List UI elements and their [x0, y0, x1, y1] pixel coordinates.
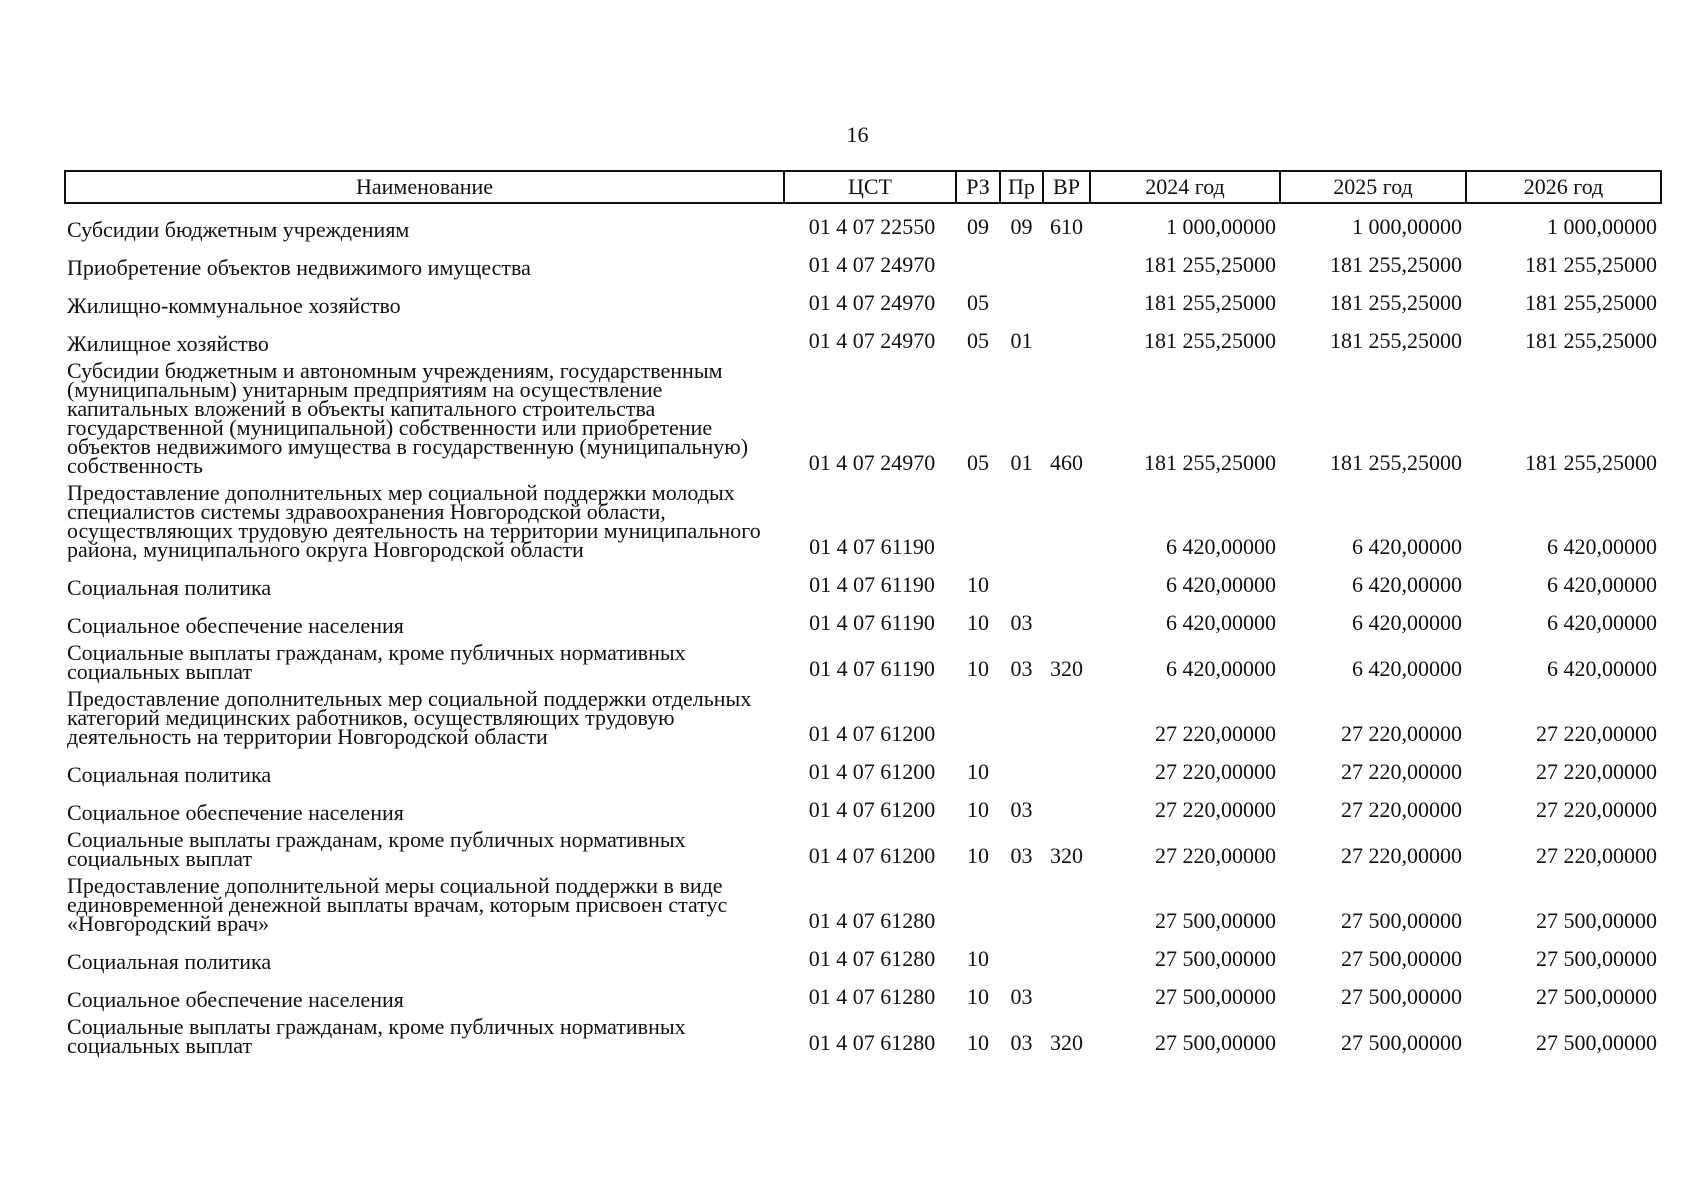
cell-pr: 09: [1010, 214, 1033, 239]
cell-2026: 27 500,00000: [1536, 984, 1657, 1009]
cell-pr: [1000, 280, 1043, 318]
table-row: [65, 600, 1661, 638]
cell-cst: 01 4 07 61190: [809, 656, 935, 681]
cell-rz: 05: [967, 328, 989, 353]
table-row: [65, 280, 1661, 318]
cell-2026: 6 420,00000: [1547, 610, 1657, 635]
cell-pr: [1000, 684, 1043, 749]
cell-name: Субсидии бюджетным и автономным учреждениям, государственным (муниципальным) унитарным предприятиям на осуществление капитальных вложений в объекты капитального строительства государственной (муниципальной) собственности или приобретение объектов недвижимого имущества в государственную (муниципальную) собственность: [67, 358, 749, 478]
column-header-vr: ВР: [1043, 171, 1090, 203]
cell-2025: 6 420,00000: [1352, 534, 1462, 559]
cell-cst: 01 4 07 61280: [808, 1030, 936, 1055]
cell-rz: 05: [967, 450, 989, 475]
cell-2026: 181 255,25000: [1525, 328, 1657, 353]
table-row: [65, 1012, 1661, 1058]
cell-pr: [1000, 242, 1043, 280]
cell-pr: 03: [1010, 797, 1033, 822]
cell-name: Приобретение объектов недвижимого имущества: [67, 255, 531, 280]
cell-rz: [956, 871, 1000, 936]
cell-2026: 6 420,00000: [1547, 572, 1657, 597]
cell-2025: 27 500,00000: [1341, 908, 1462, 933]
cell-vr: [1043, 562, 1090, 600]
column-header-2026: 2026 год: [1466, 171, 1661, 203]
cell-pr: [1000, 871, 1043, 936]
cell-vr: [1043, 749, 1090, 787]
cell-pr: [1000, 478, 1043, 562]
cell-name: Предоставление дополнительных мер социальной поддержки молодых специалистов системы здравоохранения Новгородской области, осуществляющих трудовую деятельность на территории муниципального района, муниципального округа Новгородской области: [67, 480, 761, 562]
budget-table: [64, 170, 1662, 1058]
cell-2026: 6 420,00000: [1547, 656, 1657, 681]
cell-vr: [1043, 242, 1090, 280]
table-row: [65, 825, 1661, 871]
cell-rz: 10: [967, 843, 989, 868]
cell-rz: 10: [967, 759, 989, 784]
cell-name: Жилищно-коммунальное хозяйство: [67, 293, 401, 318]
cell-pr: [1000, 562, 1043, 600]
cell-rz: 10: [967, 797, 989, 822]
cell-2024: 181 255,25000: [1144, 328, 1276, 353]
cell-name: Социальное обеспечение населения: [67, 987, 404, 1012]
table-row: [65, 871, 1661, 936]
cell-2024: 6 420,00000: [1166, 610, 1276, 635]
cell-name: Предоставление дополнительных мер социальной поддержки отдельных категорий медицинских работников, осуществляющих трудовую деятельность на территории Новгородской области: [67, 686, 752, 749]
cell-2025: 27 220,00000: [1341, 797, 1462, 822]
cell-name: Социальная политика: [67, 949, 272, 974]
cell-pr: 03: [1010, 656, 1033, 681]
cell-vr: [1043, 280, 1090, 318]
cell-vr: [1043, 478, 1090, 562]
cell-vr: [1043, 684, 1090, 749]
cell-rz: 05: [967, 290, 989, 315]
cell-2026: 27 220,00000: [1536, 797, 1657, 822]
cell-cst: 01 4 07 61190: [809, 572, 935, 597]
cell-2025: 1 000,00000: [1352, 214, 1462, 239]
cell-vr: [1043, 787, 1090, 825]
cell-2025: 27 220,00000: [1341, 721, 1462, 746]
cell-pr: 01: [1010, 450, 1033, 475]
cell-vr: 320: [1050, 656, 1083, 681]
cell-2026: 181 255,25000: [1525, 252, 1657, 277]
cell-2025: 6 420,00000: [1352, 656, 1462, 681]
cell-2025: 181 255,25000: [1330, 252, 1462, 277]
cell-rz: 10: [967, 946, 989, 971]
cell-name: Социальная политика: [67, 575, 272, 600]
cell-pr: 03: [1010, 1030, 1033, 1055]
column-header-cst: ЦСТ: [784, 171, 956, 203]
cell-pr: 03: [1010, 984, 1033, 1009]
cell-pr: [1000, 936, 1043, 974]
cell-2026: 27 500,00000: [1536, 908, 1657, 933]
cell-rz: [956, 478, 1000, 562]
column-header-2024: 2024 год: [1090, 171, 1280, 203]
cell-2025: 181 255,25000: [1330, 450, 1462, 475]
cell-cst: 01 4 07 61280: [808, 984, 936, 1009]
cell-vr: [1043, 318, 1090, 356]
table-row: [65, 749, 1661, 787]
cell-rz: [956, 242, 1000, 280]
cell-2025: 181 255,25000: [1330, 290, 1462, 315]
cell-pr: 01: [1010, 328, 1033, 353]
cell-cst: 01 4 07 61280: [808, 946, 936, 971]
cell-vr: [1043, 974, 1090, 1012]
cell-2024: 6 420,00000: [1166, 656, 1276, 681]
cell-2024: 181 255,25000: [1144, 290, 1276, 315]
cell-cst: 01 4 07 24970: [808, 450, 936, 475]
cell-2025: 27 220,00000: [1341, 759, 1462, 784]
cell-cst: 01 4 07 24970: [808, 252, 936, 277]
cell-cst: 01 4 07 24970: [808, 290, 936, 315]
cell-cst: 01 4 07 24970: [808, 328, 936, 353]
column-header-2025: 2025 год: [1280, 171, 1466, 203]
cell-2026: 27 220,00000: [1536, 721, 1657, 746]
cell-name: Жилищное хозяйство: [67, 331, 269, 356]
cell-2026: 27 500,00000: [1536, 946, 1657, 971]
cell-2026: 27 220,00000: [1536, 843, 1657, 868]
cell-pr: 03: [1010, 610, 1033, 635]
cell-rz: 10: [967, 656, 989, 681]
cell-vr: 610: [1050, 214, 1083, 239]
cell-2024: 27 220,00000: [1155, 843, 1276, 868]
cell-2026: 27 220,00000: [1536, 759, 1657, 784]
cell-vr: 320: [1050, 843, 1083, 868]
cell-2026: 1 000,00000: [1547, 214, 1657, 239]
cell-2024: 27 500,00000: [1155, 984, 1276, 1009]
cell-2026: 181 255,25000: [1525, 450, 1657, 475]
cell-2024: 6 420,00000: [1166, 572, 1276, 597]
cell-pr: 03: [1010, 843, 1033, 868]
cell-vr: [1043, 600, 1090, 638]
table-row: [65, 638, 1661, 684]
cell-2025: 6 420,00000: [1352, 572, 1462, 597]
cell-rz: [956, 684, 1000, 749]
table-row: [65, 242, 1661, 280]
cell-cst: 01 4 07 61190: [809, 610, 935, 635]
cell-name: Социальное обеспечение населения: [67, 613, 404, 638]
cell-cst: 01 4 07 61190: [809, 534, 935, 559]
cell-2024: 1 000,00000: [1166, 214, 1276, 239]
column-header-pr: Пр: [1000, 171, 1043, 203]
cell-2025: 27 500,00000: [1341, 946, 1462, 971]
cell-2024: 27 500,00000: [1155, 1030, 1276, 1055]
page-number: 16: [846, 122, 869, 147]
cell-name: Субсидии бюджетным учреждениям: [67, 217, 410, 242]
cell-2025: 27 500,00000: [1341, 984, 1462, 1009]
table-row: [65, 787, 1661, 825]
table-row: [65, 936, 1661, 974]
table-row: [65, 562, 1661, 600]
cell-2025: 181 255,25000: [1330, 328, 1462, 353]
cell-2024: 27 500,00000: [1155, 946, 1276, 971]
cell-rz: 10: [967, 1030, 989, 1055]
cell-2026: 6 420,00000: [1547, 534, 1657, 559]
table-row: [65, 356, 1661, 478]
table-row: [65, 318, 1661, 356]
cell-rz: 10: [967, 572, 989, 597]
cell-cst: 01 4 07 61200: [808, 759, 936, 784]
cell-name: Социальные выплаты гражданам, кроме публичных нормативных социальных выплат: [67, 640, 686, 684]
column-header-name: Наименование: [65, 171, 784, 203]
cell-2024: 181 255,25000: [1144, 252, 1276, 277]
cell-rz: 09: [967, 214, 989, 239]
cell-cst: 01 4 07 22550: [808, 214, 936, 239]
cell-cst: 01 4 07 61200: [808, 721, 936, 746]
table-row: [65, 203, 1661, 242]
cell-name: Социальные выплаты гражданам, кроме публичных нормативных социальных выплат: [67, 827, 686, 871]
cell-rz: 10: [967, 610, 989, 635]
cell-2024: 27 220,00000: [1155, 721, 1276, 746]
cell-cst: 01 4 07 61200: [808, 797, 936, 822]
cell-name: Социальное обеспечение населения: [67, 800, 404, 825]
table-row: [65, 974, 1661, 1012]
cell-2026: 27 500,00000: [1536, 1030, 1657, 1055]
cell-vr: 460: [1050, 450, 1083, 475]
cell-2025: 6 420,00000: [1352, 610, 1462, 635]
cell-2025: 27 500,00000: [1341, 1030, 1462, 1055]
cell-2024: 181 255,25000: [1144, 450, 1276, 475]
table-row: [65, 684, 1661, 749]
column-header-rz: РЗ: [956, 171, 1000, 203]
table-header-row: [65, 171, 1661, 203]
cell-cst: 01 4 07 61200: [808, 843, 936, 868]
cell-2025: 27 220,00000: [1341, 843, 1462, 868]
cell-rz: 10: [967, 984, 989, 1009]
table-row: [65, 478, 1661, 562]
cell-2024: 27 220,00000: [1155, 797, 1276, 822]
cell-pr: [1000, 749, 1043, 787]
cell-name: Социальная политика: [67, 762, 272, 787]
cell-2024: 27 500,00000: [1155, 908, 1276, 933]
cell-name: Предоставление дополнительной меры социальной поддержки в виде единовременной денежной выплаты врачам, которым присвоен статус «Новгородский врач»: [67, 873, 728, 936]
cell-cst: 01 4 07 61280: [808, 908, 936, 933]
cell-vr: [1043, 936, 1090, 974]
cell-name: Социальные выплаты гражданам, кроме публичных нормативных социальных выплат: [67, 1014, 686, 1058]
cell-2024: 27 220,00000: [1155, 759, 1276, 784]
cell-vr: 320: [1050, 1030, 1083, 1055]
cell-2026: 181 255,25000: [1525, 290, 1657, 315]
cell-2024: 6 420,00000: [1166, 534, 1276, 559]
cell-vr: [1043, 871, 1090, 936]
